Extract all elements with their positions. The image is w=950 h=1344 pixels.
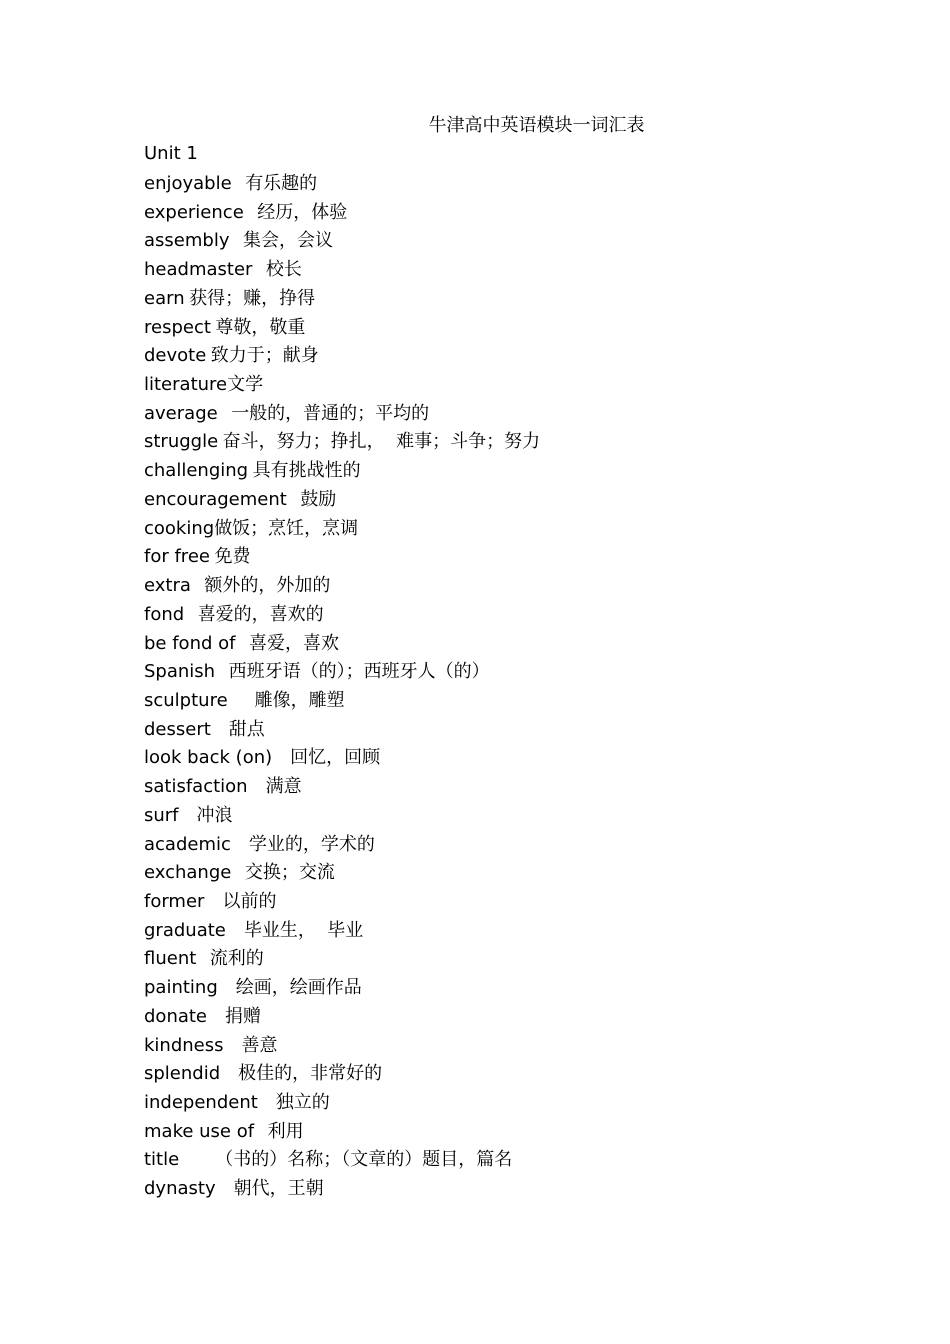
chinese-meaning: 毕业生， 毕业 <box>243 919 364 941</box>
english-word: challenging <box>144 460 249 482</box>
chinese-meaning: 雕像，雕塑 <box>254 689 345 711</box>
english-word: look back (on) <box>144 747 273 769</box>
english-word: independent <box>144 1092 258 1113</box>
english-word: extra <box>144 575 191 597</box>
english-word: surf <box>144 804 179 826</box>
vocabulary-entry <box>144 401 540 430</box>
chinese-meaning: 尊敬，敬重 <box>215 316 306 338</box>
chinese-meaning: 做饭；烹饪，烹调 <box>214 517 359 539</box>
chinese-meaning: 朝代，王朝 <box>233 1178 324 1200</box>
english-word: literature <box>144 374 228 396</box>
english-word: encouragement <box>144 488 287 510</box>
english-word: average <box>144 402 218 424</box>
english-word: fond <box>144 603 185 625</box>
vocabulary-entry <box>144 803 540 832</box>
english-word: devote <box>144 345 207 367</box>
vocabulary-entry <box>144 688 540 717</box>
chinese-meaning: 流利的 <box>209 948 264 970</box>
english-word: be fond of <box>144 632 236 654</box>
vocabulary-entry <box>144 1176 540 1205</box>
vocabulary-entry <box>144 918 540 947</box>
english-word: assembly <box>144 230 230 252</box>
english-word: graduate <box>144 919 226 941</box>
chinese-meaning: 一般的，普通的；平均的 <box>231 402 430 424</box>
english-word: kindness <box>144 1034 224 1056</box>
chinese-meaning: 获得；赚，挣得 <box>189 287 316 309</box>
chinese-meaning: 学业的，学术的 <box>248 833 375 855</box>
vocabulary-entry <box>144 487 540 516</box>
vocabulary-entry <box>144 257 540 286</box>
document-title: 牛津高中英语模块一词汇表 <box>428 115 645 136</box>
chinese-meaning: （书的）名称；（文章的）题目，篇名 <box>215 1149 513 1171</box>
chinese-meaning: 极佳的，非常好的 <box>238 1063 383 1085</box>
vocabulary-entry <box>144 458 540 487</box>
vocabulary-entry <box>144 429 540 458</box>
english-word: fluent <box>144 948 197 970</box>
vocabulary-entry <box>144 745 540 774</box>
english-word: make use of <box>144 1120 255 1142</box>
vocabulary-entry <box>144 774 540 803</box>
vocabulary-entry <box>144 717 540 746</box>
vocabulary-entry <box>144 946 540 975</box>
english-word: sculpture <box>144 689 228 711</box>
english-word: former <box>144 890 205 912</box>
vocabulary-entry <box>144 631 540 660</box>
english-word: painting <box>144 977 218 999</box>
vocabulary-entry <box>144 975 540 1004</box>
english-word: cooking <box>144 517 215 539</box>
chinese-meaning: 喜爱，喜欢 <box>248 632 339 654</box>
vocabulary-entry <box>144 171 540 200</box>
english-word: experience <box>144 201 244 223</box>
vocabulary-entry <box>144 573 540 602</box>
vocabulary-entry <box>144 832 540 861</box>
vocabulary-entry <box>144 1004 540 1033</box>
chinese-meaning: 善意 <box>241 1034 278 1056</box>
english-word: exchange <box>144 862 232 884</box>
chinese-meaning: 回忆，回顾 <box>290 747 381 769</box>
chinese-meaning: 集会，会议 <box>242 230 333 252</box>
chinese-meaning: 免费 <box>214 546 251 568</box>
english-word: for free <box>144 546 210 568</box>
chinese-meaning: 交换；交流 <box>244 862 335 884</box>
chinese-meaning: 校长 <box>265 259 302 281</box>
vocabulary-entry <box>144 1033 540 1062</box>
english-word: earn <box>144 287 185 309</box>
english-word: academic <box>144 833 231 855</box>
vocabulary-entry <box>144 1061 540 1090</box>
chinese-meaning: 独立的 <box>275 1092 330 1113</box>
vocabulary-entry <box>144 544 540 573</box>
chinese-meaning: 额外的，外加的 <box>204 575 331 597</box>
chinese-meaning: 具有挑战性的 <box>252 460 361 482</box>
vocabulary-entry <box>144 200 540 229</box>
chinese-meaning: 冲浪 <box>196 804 233 826</box>
english-word: title <box>144 1149 180 1171</box>
vocabulary-entry <box>144 860 540 889</box>
vocabulary-entry <box>144 286 540 315</box>
vocabulary-entry <box>144 659 540 688</box>
vocabulary-list <box>144 171 540 1205</box>
chinese-meaning: 有乐趣的 <box>245 173 318 194</box>
vocabulary-entry <box>144 228 540 257</box>
chinese-meaning: 捐赠 <box>225 1005 262 1027</box>
english-word: respect <box>144 316 211 338</box>
vocabulary-entry <box>144 889 540 918</box>
vocabulary-entry <box>144 1119 540 1148</box>
chinese-meaning: 满意 <box>265 776 302 798</box>
english-word: dessert <box>144 718 211 740</box>
chinese-meaning: 西班牙语（的）；西班牙人（的） <box>228 661 490 683</box>
vocabulary-entry <box>144 372 540 401</box>
english-word: dynasty <box>144 1178 216 1200</box>
vocabulary-entry <box>144 315 540 344</box>
chinese-meaning: 绘画，绘画作品 <box>235 977 362 999</box>
chinese-meaning: 喜爱的，喜欢的 <box>197 603 324 625</box>
unit-heading: Unit 1 <box>144 143 198 164</box>
chinese-meaning: 甜点 <box>228 718 265 740</box>
chinese-meaning: 致力于；献身 <box>210 345 319 367</box>
english-word: headmaster <box>144 259 253 281</box>
chinese-meaning: 经历，体验 <box>257 201 348 223</box>
chinese-meaning: 以前的 <box>222 890 277 912</box>
english-word: satisfaction <box>144 776 248 798</box>
english-word: struggle <box>144 431 219 453</box>
chinese-meaning: 文学 <box>227 374 264 396</box>
english-word: Spanish <box>144 661 216 683</box>
chinese-meaning: 鼓励 <box>300 488 337 510</box>
vocabulary-entry <box>144 343 540 372</box>
chinese-meaning: 利用 <box>267 1120 304 1142</box>
english-word: donate <box>144 1005 208 1027</box>
vocabulary-entry <box>144 1090 540 1119</box>
chinese-meaning: 奋斗，努力；挣扎， 难事；斗争；努力 <box>222 431 541 453</box>
english-word: enjoyable <box>144 173 232 194</box>
english-word: splendid <box>144 1063 221 1085</box>
vocabulary-entry <box>144 516 540 545</box>
vocabulary-entry <box>144 1147 540 1176</box>
vocabulary-entry <box>144 602 540 631</box>
